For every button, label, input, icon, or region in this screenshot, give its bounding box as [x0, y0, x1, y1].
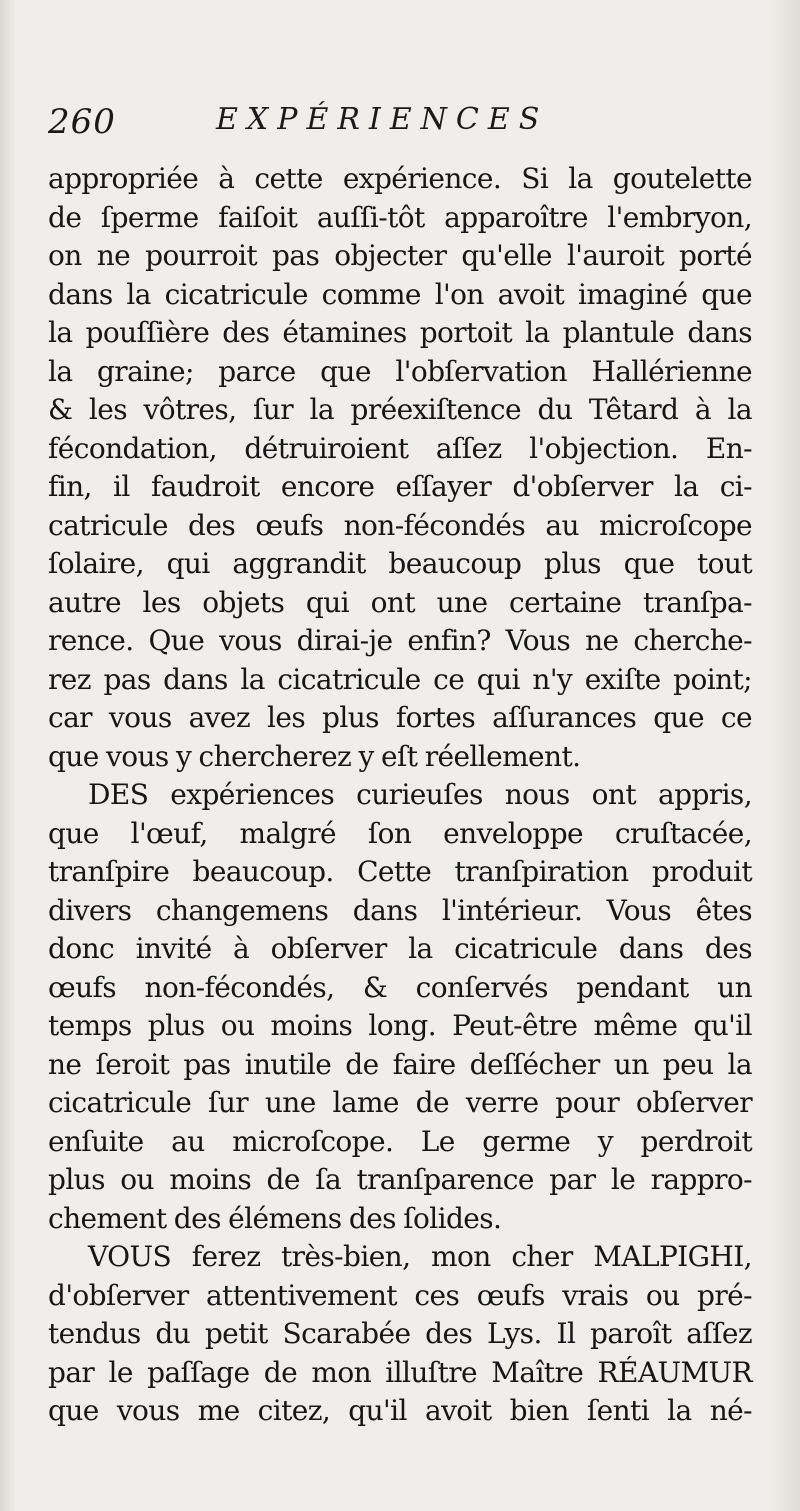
text-line: VOUS ferez très-bien, mon cher MALPIGHI,: [88, 1240, 752, 1273]
text-line: temps plus ou moins long. Peut-être même qu'il: [48, 1009, 752, 1042]
body-text: [48, 160, 752, 1431]
text-line: que l'œuf, malgré ſon enveloppe cruſtacée,: [48, 816, 752, 850]
text-line: œufs non-fécondés, & conſervés pendant un: [48, 970, 752, 1004]
text-line: la graine; parce que l'obſervation Hallérienne: [48, 354, 752, 388]
text-line: on ne pourroit pas objecter qu'elle l'auroit porté: [48, 239, 752, 272]
text-line: enſuite au microſcope. Le germe y perdroit: [48, 1124, 752, 1158]
text-line: la pouſſière des étamines portoit la plantule dans: [48, 316, 752, 349]
text-line: que vous me citez, qu'il avoit bien ſenti la né-: [48, 1394, 752, 1427]
text-line: fécondation, détruiroient aſſez l'objection. En-: [48, 431, 752, 465]
text-line: fin, il faudroit encore eſſayer d'obſerver la ci-: [48, 470, 752, 503]
text-line: ſolaire, qui aggrandit beaucoup plus que tout: [48, 547, 752, 580]
text-line: rez pas dans la cicatricule ce qui n'y exiſte point;: [48, 662, 752, 696]
text-line: & les vôtres, ſur la préexiſtence du Têtard à la: [48, 393, 752, 426]
page-number: 260: [48, 102, 116, 142]
running-title: EXPÉRIENCES: [216, 102, 549, 137]
text-line: de ſperme faiſoit auſſi-tôt apparoître l'embryon,: [48, 200, 752, 234]
text-line: divers changemens dans l'intérieur. Vous êtes: [48, 893, 752, 927]
text-line: chement des élémens des ſolides.: [48, 1201, 502, 1235]
page-gutter-shadow: [0, 0, 16, 1511]
text-line: DES expériences curieuſes nous ont appris,: [88, 778, 752, 811]
text-line: dans la cicatricule comme l'on avoit imaginé que: [48, 277, 752, 311]
running-head: [48, 98, 768, 148]
text-line: appropriée à cette expérience. Si la goutelette: [48, 162, 752, 195]
text-line: donc invité à obſerver la cicatricule dans des: [48, 932, 752, 965]
text-line: car vous avez les plus fortes aſſurances que ce: [48, 701, 752, 734]
text-line: que vous y chercherez y eſt réellement.: [48, 739, 581, 773]
text-line: cicatricule ſur une lame de verre pour obſerver: [48, 1086, 752, 1119]
text-line: tendus du petit Scarabée des Lys. Il paroît aſſez: [48, 1317, 752, 1350]
text-line: tranſpire beaucoup. Cette tranſpiration produit: [48, 855, 752, 888]
text-line: ne ſeroit pas inutile de faire deſſécher un peu la: [48, 1047, 752, 1081]
text-line: d'obſerver attentivement ces œufs vrais ou pré-: [48, 1278, 752, 1312]
text-line: plus ou moins de ſa tranſparence par le rappro-: [48, 1163, 752, 1196]
page-edge-shadow: [770, 0, 800, 1511]
text-line: rence. Que vous dirai-je enfin? Vous ne cherche-: [48, 624, 752, 657]
text-line: autre les objets qui ont une certaine tranſpa-: [48, 585, 752, 619]
text-line: catricule des œufs non-fécondés au microſcope: [48, 508, 752, 542]
text-line: par le paſſage de mon illuſtre Maître RÉAUMUR: [48, 1355, 752, 1389]
